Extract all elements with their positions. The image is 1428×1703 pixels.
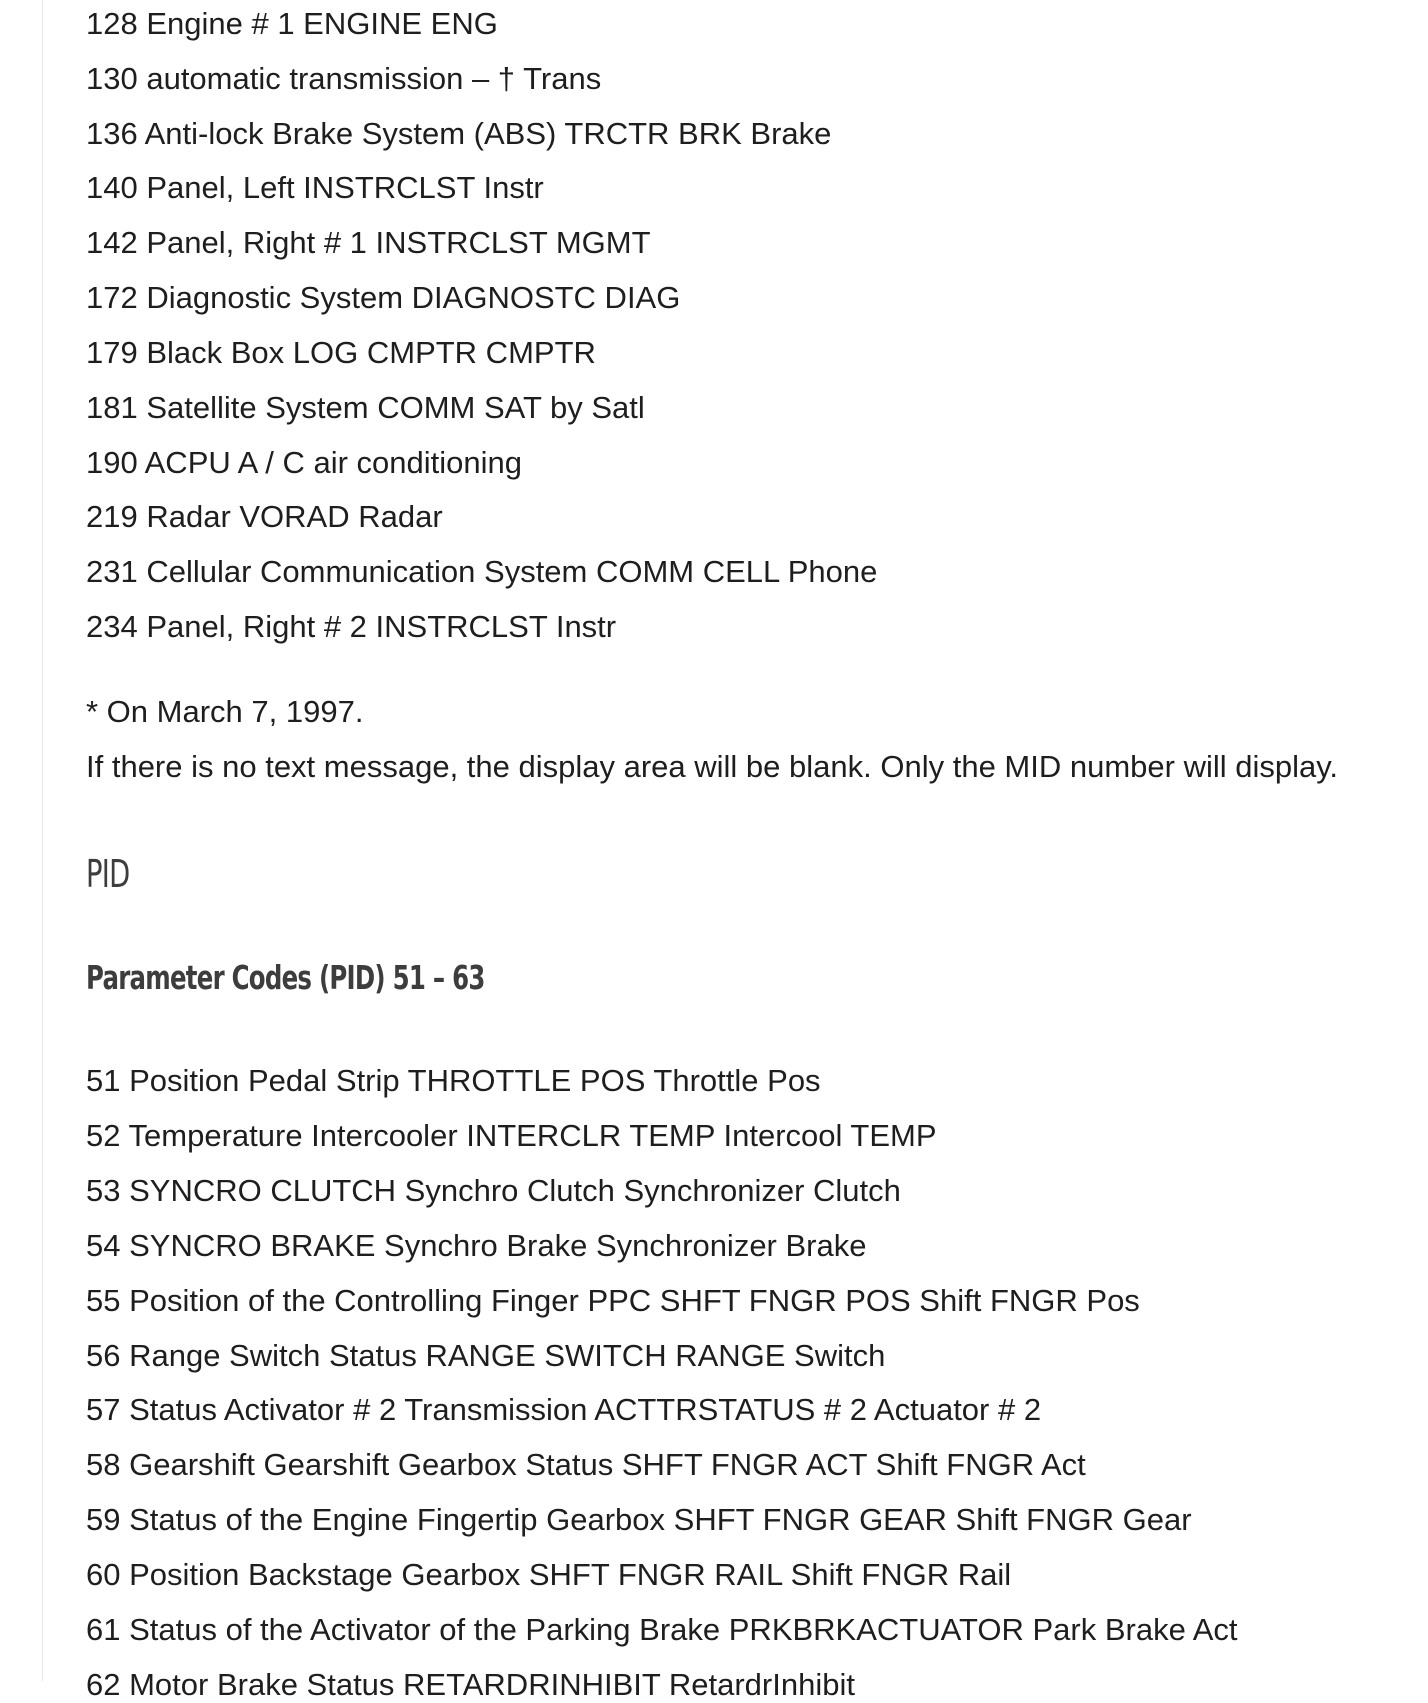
pid-item-59: 59 Status of the Engine Fingertip Gearbox SHFT FNGR GEAR Shift FNGR Gear [86, 1502, 1192, 1537]
pid-item-51: 51 Position Pedal Strip THROTTLE POS Throttle Pos [86, 1063, 821, 1098]
mid-item-219: 219 Radar VORAD Radar [86, 499, 443, 534]
left-divider [42, 0, 43, 1681]
mid-item-190: 190 ACPU A / C air conditioning [86, 445, 522, 480]
pid-subheading: Parameter Codes (PID) 51 – 63 [86, 958, 485, 997]
mid-item-234: 234 Panel, Right # 2 INSTRCLST Instr [86, 609, 617, 644]
footnote: * On March 7, 1997. [86, 694, 364, 729]
mid-item-179: 179 Black Box LOG CMPTR CMPTR [86, 335, 596, 370]
mid-item-172: 172 Diagnostic System DIAGNOSTC DIAG [86, 280, 681, 315]
mid-item-128: 128 Engine # 1 ENGINE ENG [86, 6, 498, 41]
pid-heading: PID [86, 852, 130, 896]
pid-item-61: 61 Status of the Activator of the Parking Brake PRKBRKACTUATOR Park Brake Act [86, 1612, 1238, 1647]
pid-item-52: 52 Temperature Intercooler INTERCLR TEMP Intercool TEMP [86, 1118, 937, 1153]
mid-item-140: 140 Panel, Left INSTRCLST Instr [86, 170, 544, 205]
pid-item-56: 56 Range Switch Status RANGE SWITCH RANGE Switch [86, 1338, 886, 1373]
mid-item-142: 142 Panel, Right # 1 INSTRCLST MGMT [86, 225, 651, 260]
pid-item-55: 55 Position of the Controlling Finger PPC SHFT FNGR POS Shift FNGR Pos [86, 1283, 1140, 1318]
pid-item-57: 57 Status Activator # 2 Transmission ACTTRSTATUS # 2 Actuator # 2 [86, 1392, 1042, 1427]
pid-item-58: 58 Gearshift Gearshift Gearbox Status SHFT FNGR ACT Shift FNGR Act [86, 1447, 1086, 1482]
pid-item-54: 54 SYNCRO BRAKE Synchro Brake Synchronizer Brake [86, 1228, 867, 1263]
mid-item-181: 181 Satellite System COMM SAT by Satl [86, 390, 645, 425]
mid-item-130: 130 automatic transmission – † Trans [86, 61, 602, 96]
pid-item-62: 62 Motor Brake Status RETARDRINHIBIT RetardrInhibit [86, 1667, 855, 1702]
pid-item-60: 60 Position Backstage Gearbox SHFT FNGR RAIL Shift FNGR Rail [86, 1557, 1012, 1592]
mid-item-136: 136 Anti-lock Brake System (ABS) TRCTR BRK Brake [86, 116, 832, 151]
blank-display-note: If there is no text message, the display area will be blank. Only the MID number will display. [86, 749, 1339, 784]
mid-item-231: 231 Cellular Communication System COMM CELL Phone [86, 554, 878, 589]
pid-item-53: 53 SYNCRO CLUTCH Synchro Clutch Synchronizer Clutch [86, 1173, 901, 1208]
